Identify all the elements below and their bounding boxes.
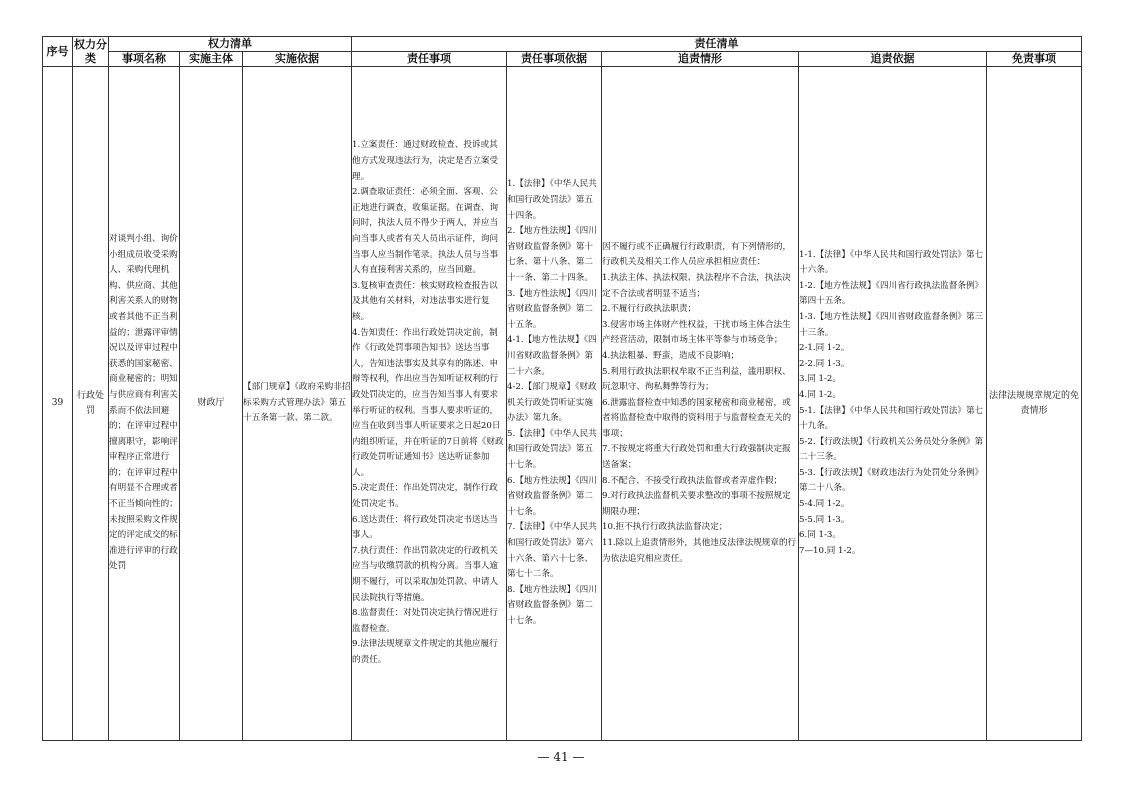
responsibility-table — [42, 36, 1082, 741]
cell-resp-items — [352, 67, 507, 741]
accountability-item: 10.拒不执行行政执法监督决定； — [602, 522, 728, 533]
header-responsibility-list: 责任清单 — [352, 37, 1082, 52]
resp-item: 9.法律法规规章文件规定的其他应履行的责任。 — [352, 639, 498, 665]
resp-item: 5.决定责任：作出处罚决定，制作行政处罚决定书。 — [352, 483, 498, 510]
accountability-basis-item: 5-3.【行政法规】《财政违法行为处罚处分条例》第二十八条。 — [799, 467, 984, 494]
accountability-basis-item: 2-2.同 1-3。 — [799, 358, 850, 369]
resp-item: 7.执行责任：作出罚款决定的行政机关应当与收缴罚款的机构分离。当事人逾期不履行，可以采取加处罚款、申请人民法院执行等措施。 — [352, 545, 499, 603]
resp-item: 1.立案责任：通过财政检查、投诉或其他方式发现违法行为，决定是否立案受理。 — [352, 140, 499, 182]
accountability-basis-item: 1-1.【法律】《中华人民共和国行政处罚法》第七十六条。 — [799, 249, 984, 276]
accountability-item: 11.除以上追责情形外，其他违反法律法规规章的行为依法追究相应责任。 — [602, 538, 797, 564]
header-resp-items: 责任事项 — [352, 52, 507, 67]
accountability-basis-item: 5-2.【行政法规】《行政机关公务员处分条例》第二十三条。 — [799, 436, 984, 463]
resp-basis-item: 5.【法律】《中华人民共和国行政处罚法》第五十七条。 — [507, 428, 597, 471]
accountability-basis-item: 4.同 1-2。 — [799, 389, 841, 400]
header-resp-basis: 责任事项依据 — [507, 52, 602, 67]
accountability-item: 1.执法主体、执法权限、执法程序不合法，执法决定不合法或者明显不适当； — [602, 272, 791, 299]
resp-item: 8.监督责任：对处罚决定执行情况进行监督检查。 — [352, 608, 498, 634]
cell-accountability — [602, 67, 799, 741]
accountability-item: 因不履行或不正确履行行政职责，有下列情形的，行政机关及相关工作人员应承担相应责任： — [602, 241, 792, 268]
cell-basis: 【部门规章】《政府采购非招标采购方式管理办法》第五十五条第一款、第二款。 — [243, 67, 352, 741]
header-category: 权力分类 — [74, 37, 107, 65]
resp-item: 6.送达责任：将行政处罚决定书送达当事人。 — [352, 514, 498, 541]
header-subject: 实施主体 — [180, 52, 243, 67]
accountability-basis-item: 2-1.同 1-2。 — [799, 343, 850, 354]
header-accountability: 追责情形 — [602, 52, 799, 67]
accountability-basis-item: 5-4.同 1-2。 — [799, 499, 850, 510]
resp-basis-item: 6.【地方性法规】《四川省财政监督条例》第二十七条。 — [507, 475, 597, 517]
cell-accountability-basis — [799, 67, 987, 741]
header-basis: 实施依据 — [243, 52, 352, 67]
accountability-basis-item: 1-3.【地方性法规】《四川省财政监督条例》第三十三条。 — [799, 311, 984, 338]
accountability-basis-item: 5-5.同 1-3。 — [799, 514, 850, 525]
accountability-basis-item: 5-1.【法律】《中华人民共和国行政处罚法》第七十九条。 — [799, 405, 984, 432]
resp-item: 3.复核审查责任：核实财政检查报告以及其他有关材料，对违法事实进行复核。 — [352, 280, 498, 322]
accountability-item: 4.执法粗暴、野蛮，造成不良影响； — [602, 350, 740, 361]
header-seq: 序号 — [43, 37, 73, 67]
header-accountability-basis: 追责依据 — [799, 52, 987, 67]
page-number: — 41 — — [537, 750, 585, 764]
accountability-item: 5.利用行政执法职权牟取不正当利益，滥用职权、玩忽职守、徇私舞弊等行为； — [602, 366, 791, 393]
cell-category: 行政处罚 — [73, 67, 109, 741]
cell-subject: 财政厅 — [180, 67, 243, 741]
accountability-basis-item: 3.同 1-2。 — [799, 374, 841, 385]
accountability-basis-item: 7—10.同 1-2。 — [799, 545, 861, 556]
resp-item: 2.调查取证责任：必须全面、客观、公正地进行调查，收集证据。在调查、询问时，执法人员不得少于两人，并应当向当事人或者有关人员出示证件，询问当事人应当制作笔录。执法人员与当事人有直接利害关系的，应当回避。 — [352, 187, 499, 276]
accountability-basis-item: 1-2.【地方性法规】《四川省行政执法监督条例》第四十五条。 — [799, 280, 984, 307]
accountability-item: 6.泄露监督检查中知悉的国家秘密和商业秘密，或者将监督检查中取得的资料用于与监督检查无关的事项； — [602, 397, 792, 439]
resp-basis-item: 4-1.【地方性法规】《四川省财政监督条例》第二十六条。 — [507, 335, 597, 377]
resp-basis-item: 3.【地方性法规】《四川省财政监督条例》第二十五条。 — [507, 288, 597, 330]
accountability-item: 7.不按规定将重大行政处罚和重大行政强制决定报送备案； — [602, 444, 791, 471]
accountability-item: 9.对行政执法监督机关要求整改的事项不按照规定期限办理； — [602, 491, 791, 517]
resp-basis-item: 7.【法律】《中华人民共和国行政处罚法》第六十六条、第六十七条、第七十二条。 — [507, 522, 597, 580]
resp-basis-item: 1.【法律】《中华人民共和国行政处罚法》第五十四条。 — [507, 179, 597, 221]
header-power-list: 权力清单 — [109, 37, 352, 52]
header-item-name: 事项名称 — [109, 52, 180, 67]
accountability-item: 2.不履行行政执法职责； — [602, 304, 697, 315]
accountability-item: 3.侵害市场主体财产性权益，干扰市场主体合法生产经营活动，限制市场主体平等参与市场竞争； — [602, 319, 791, 346]
header-exemption: 免责事项 — [987, 52, 1082, 67]
cell-exemption: 法律法规规章规定的免责情形 — [987, 67, 1082, 741]
resp-item: 4.告知责任：作出行政处罚决定前，制作《行政处罚事项告知书》送达当事人，告知违法事实及其享有的陈述、申辩等权利，作出应当告知听证权利的行政处罚决定的，应当告知当事人有要求举行听证的权利。当事人要求听证的，应当在收到当事人听证要求之日起20日内组织听证，并在听证的7日前将《财政行政处罚听证通知书》送达听证参加人。 — [352, 327, 504, 478]
cell-seq: 39 — [43, 67, 73, 741]
accountability-basis-item: 6.同 1-3。 — [799, 530, 841, 541]
resp-basis-item: 8.【地方性法规】《四川省财政监督条例》第二十七条。 — [507, 584, 597, 627]
accountability-item: 8.不配合、不接受行政执法监督或者弄虚作假； — [602, 475, 783, 486]
resp-basis-item: 4-2.【部门规章】《财政机关行政处罚听证实施办法》第九条。 — [507, 382, 597, 424]
cell-item-name: 对谈判小组、询价小组成员收受采购人、采购代理机构、供应商、其他利害关系人的财物或者其他不正当利益的；泄露评审情况以及评审过程中获悉的国家秘密、商业秘密的；明知与供应商有利害关系而不依法回避的；在评审过程中擅离职守，影响评审程序正常进行的；在评审过程中有明显不合理或者不正当倾向性的；未按照采购文件规定的评定成交的标准进行评审的行政处罚 — [109, 67, 180, 741]
resp-basis-item: 2.【地方性法规】《四川省财政监督条例》第十七条、第十八条、第二十一条、第二十四条。 — [507, 226, 597, 283]
cell-resp-basis — [507, 67, 602, 741]
